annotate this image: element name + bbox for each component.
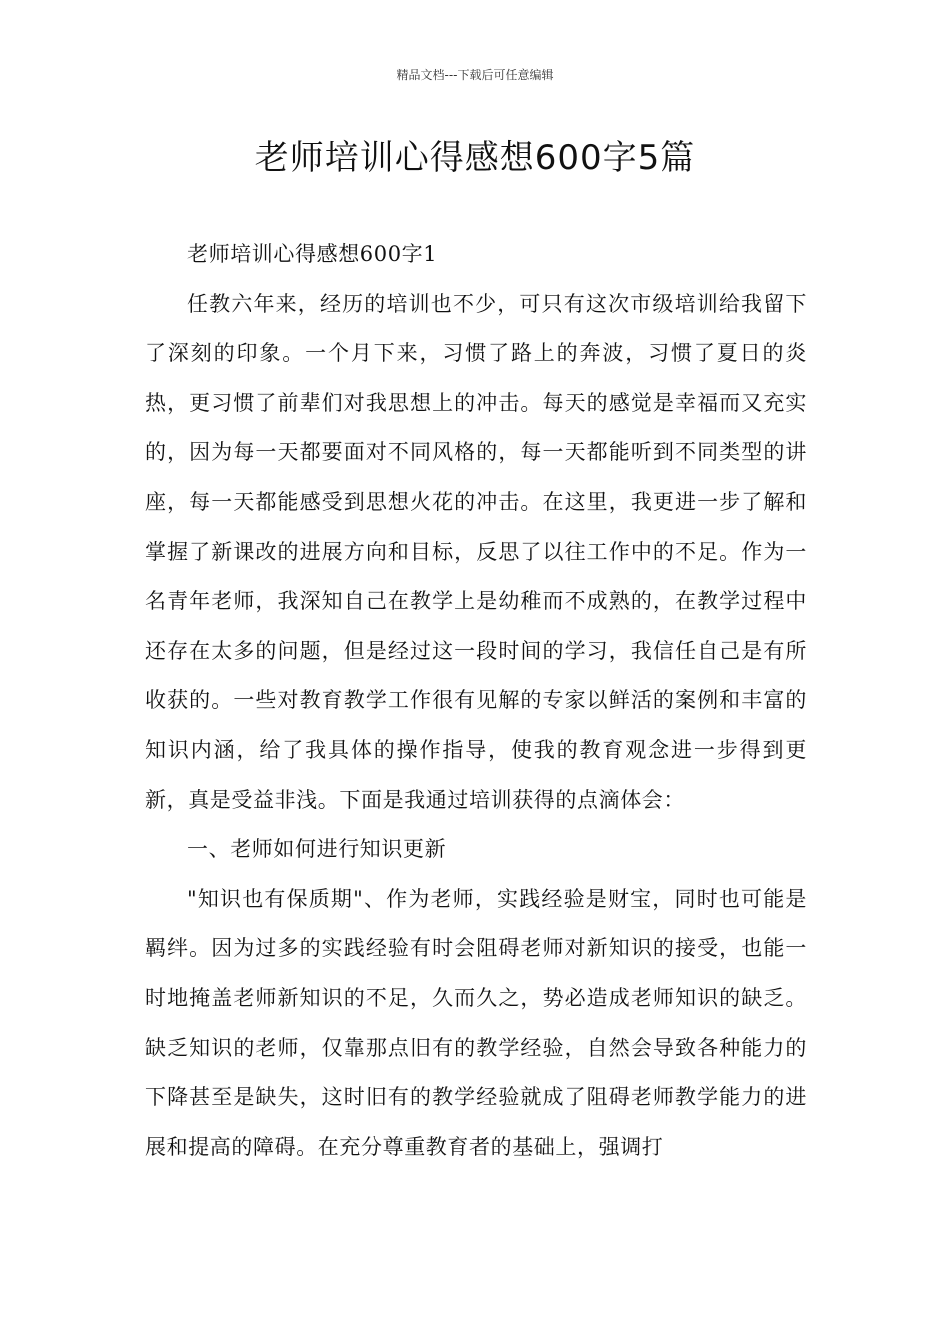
document-title: 老师培训心得感想600字5篇 xyxy=(254,138,696,178)
body-paragraph: 任教六年来，经历的培训也不少，可只有这次市级培训给我留下了深刻的印象。一个月下来，习惯了路上的奔波，习惯了夏日的炎热，更习惯了前辈们对我思想上的冲击。每天的感觉是幸福而又充实的，因为每一天都要面对不同风格的，每一天都能听到不同类型的讲座，每一天都能感受到思想火花的冲击。在这里，我更进一步了解和掌握了新课改的进展方向和目标，反思了以往工作中的不足。作为一名青年老师，我深知自己在教学上是幼稚而不成熟的，在教学过程中还存在太多的问题，但是经过这一段时间的学习，我信任自己是有所收获的。一些对教育教学工作很有见解的专家以鲜活的案例和丰富的知识内涵，给了我具体的操作指导，使我的教育观念进一步得到更新，真是受益非浅。下面是我通过培训获得的点滴体会： xyxy=(145,291,807,812)
page-header: 精品文档---下载后可任意编辑 xyxy=(396,68,554,82)
section-heading-1: 老师培训心得感想600字1 xyxy=(187,242,438,266)
subsection-heading: 一、老师如何进行知识更新 xyxy=(187,837,447,862)
document-body xyxy=(145,230,807,1172)
body-paragraph: "知识也有保质期"、作为老师，实践经验是财宝，同时也可能是羁绊。因为过多的实践经验有时会阻碍老师对新知识的接受，也能一时地掩盖老师新知识的不足，久而久之，势必造成老师知识的缺乏。缺乏知识的老师，仅靠那点旧有的教学经验，自然会导致各种能力的下降甚至是缺失，这时旧有的教学经验就成了阻碍老师教学能力的进展和提高的障碍。在充分尊重教育者的基础上，强调打 xyxy=(145,886,807,1159)
